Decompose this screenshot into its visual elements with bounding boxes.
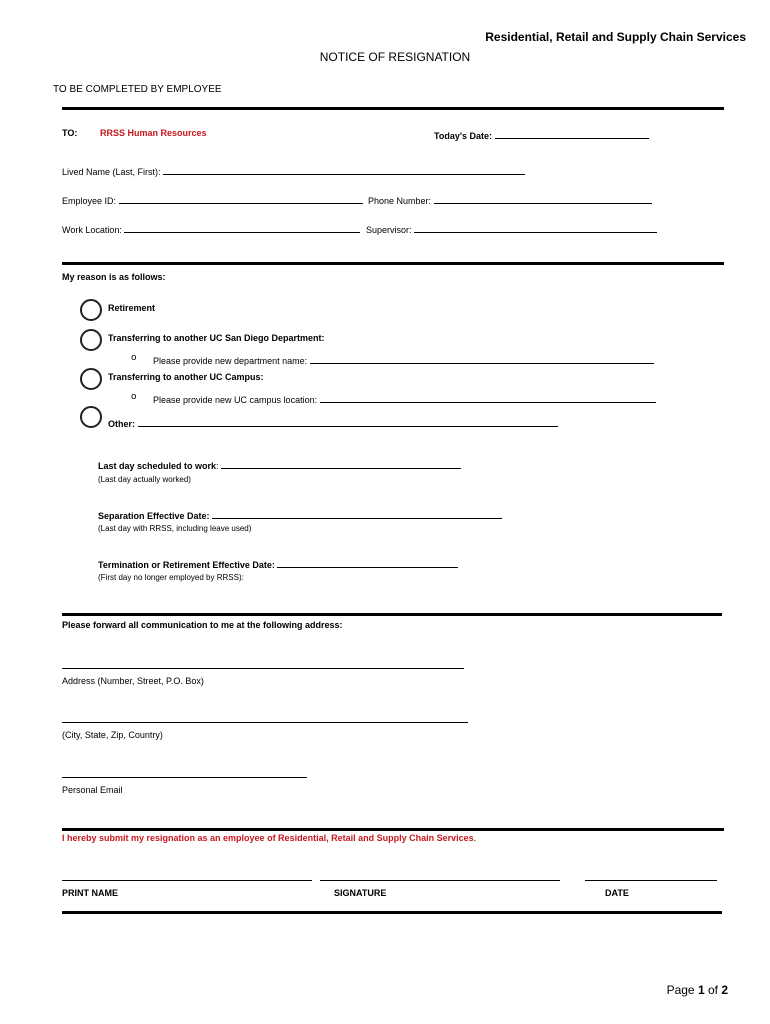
separation-label: Separation Effective Date:: [98, 511, 210, 521]
last-day-note: (Last day actually worked): [98, 475, 191, 484]
work-location-field[interactable]: [124, 222, 360, 233]
page-indicator: [667, 983, 728, 997]
divider: [62, 911, 722, 914]
divider: [62, 613, 722, 616]
page-of: of: [704, 983, 722, 997]
to-recipient: RRSS Human Resources: [100, 128, 207, 138]
divider: [62, 828, 724, 831]
other-label: Other:: [108, 419, 135, 429]
last-day-row: [98, 458, 461, 471]
divider: [62, 262, 724, 265]
employee-id-label: Employee ID:: [62, 196, 117, 206]
employee-id-row: [62, 193, 363, 206]
address-line1-label: Address (Number, Street, P.O. Box): [62, 676, 204, 686]
form-title: NOTICE OF RESIGNATION: [319, 50, 471, 64]
todays-date-text: Today's Date:: [434, 131, 492, 141]
phone-label: Phone Number:: [368, 196, 432, 206]
date-label: DATE: [605, 888, 629, 898]
last-day-colon: :: [216, 461, 219, 471]
supervisor-row: [366, 222, 657, 235]
todays-date-label: [434, 128, 649, 141]
transfer-campus-radio[interactable]: [80, 368, 102, 390]
retirement-radio[interactable]: [80, 299, 102, 321]
email-label: Personal Email: [62, 785, 123, 795]
last-day-field[interactable]: [221, 458, 461, 469]
transfer-campus-label: Transferring to another UC Campus:: [108, 372, 264, 382]
statement-period: .: [473, 833, 477, 843]
divider: [62, 107, 724, 110]
address-line2-label: (City, State, Zip, Country): [62, 730, 163, 740]
address-line1-field[interactable]: [62, 668, 464, 669]
phone-row: [368, 193, 652, 206]
termination-label: Termination or Retirement Effective Date:: [98, 560, 275, 570]
to-label: TO:: [62, 128, 78, 138]
new-department-row: [153, 353, 654, 366]
phone-field[interactable]: [434, 193, 652, 204]
lived-name-field[interactable]: [163, 164, 525, 175]
other-field[interactable]: [138, 416, 558, 427]
email-field[interactable]: [62, 777, 307, 778]
separation-note: (Last day with RRSS, including leave used): [98, 524, 252, 533]
separation-row: [98, 508, 502, 521]
other-radio[interactable]: [80, 406, 102, 428]
print-name-field[interactable]: [62, 880, 312, 881]
resignation-statement: [62, 833, 476, 843]
reason-heading: My reason is as follows:: [62, 272, 166, 282]
section-heading: TO BE COMPLETED BY EMPLOYEE: [53, 84, 222, 95]
page-number: 1: [697, 983, 705, 997]
bullet-icon: o: [131, 392, 137, 402]
new-department-field[interactable]: [310, 353, 654, 364]
org-name: Residential, Retail and Supply Chain Services: [485, 30, 746, 44]
lived-name-label: Lived Name (Last, First):: [62, 167, 161, 177]
bullet-icon: o: [131, 353, 137, 363]
termination-field[interactable]: [277, 557, 458, 568]
transfer-department-label: Transferring to another UC San Diego Department:: [108, 333, 325, 343]
new-campus-row: [153, 392, 656, 405]
statement-text: I hereby submit my resignation as an employee of Residential, Retail and Supply Chain Services: [62, 833, 474, 843]
new-campus-field[interactable]: [320, 392, 656, 403]
lived-name-row: [62, 164, 525, 177]
new-campus-label: Please provide new UC campus location:: [153, 395, 318, 405]
address-heading: Please forward all communication to me at the following address:: [62, 620, 343, 630]
termination-note: (First day no longer employed by RRSS):: [98, 573, 244, 582]
separation-field[interactable]: [212, 508, 502, 519]
date-field[interactable]: [585, 880, 717, 881]
todays-date-field[interactable]: [495, 128, 649, 139]
address-line2-field[interactable]: [62, 722, 468, 723]
signature-label: SIGNATURE: [334, 888, 387, 898]
supervisor-field[interactable]: [414, 222, 657, 233]
work-location-row: [62, 222, 360, 235]
new-department-label: Please provide new department name:: [153, 356, 308, 366]
print-name-label: PRINT NAME: [62, 888, 118, 898]
page-prefix: Page: [666, 983, 698, 997]
page-total: 2: [721, 983, 728, 997]
termination-row: [98, 557, 458, 570]
last-day-label: Last day scheduled to work: [98, 461, 217, 471]
supervisor-label: Supervisor:: [366, 225, 412, 235]
employee-id-field[interactable]: [119, 193, 363, 204]
retirement-label: Retirement: [108, 303, 156, 313]
signature-field[interactable]: [320, 880, 560, 881]
other-row: [108, 416, 558, 429]
transfer-department-radio[interactable]: [80, 329, 102, 351]
work-location-label: Work Location:: [62, 225, 122, 235]
